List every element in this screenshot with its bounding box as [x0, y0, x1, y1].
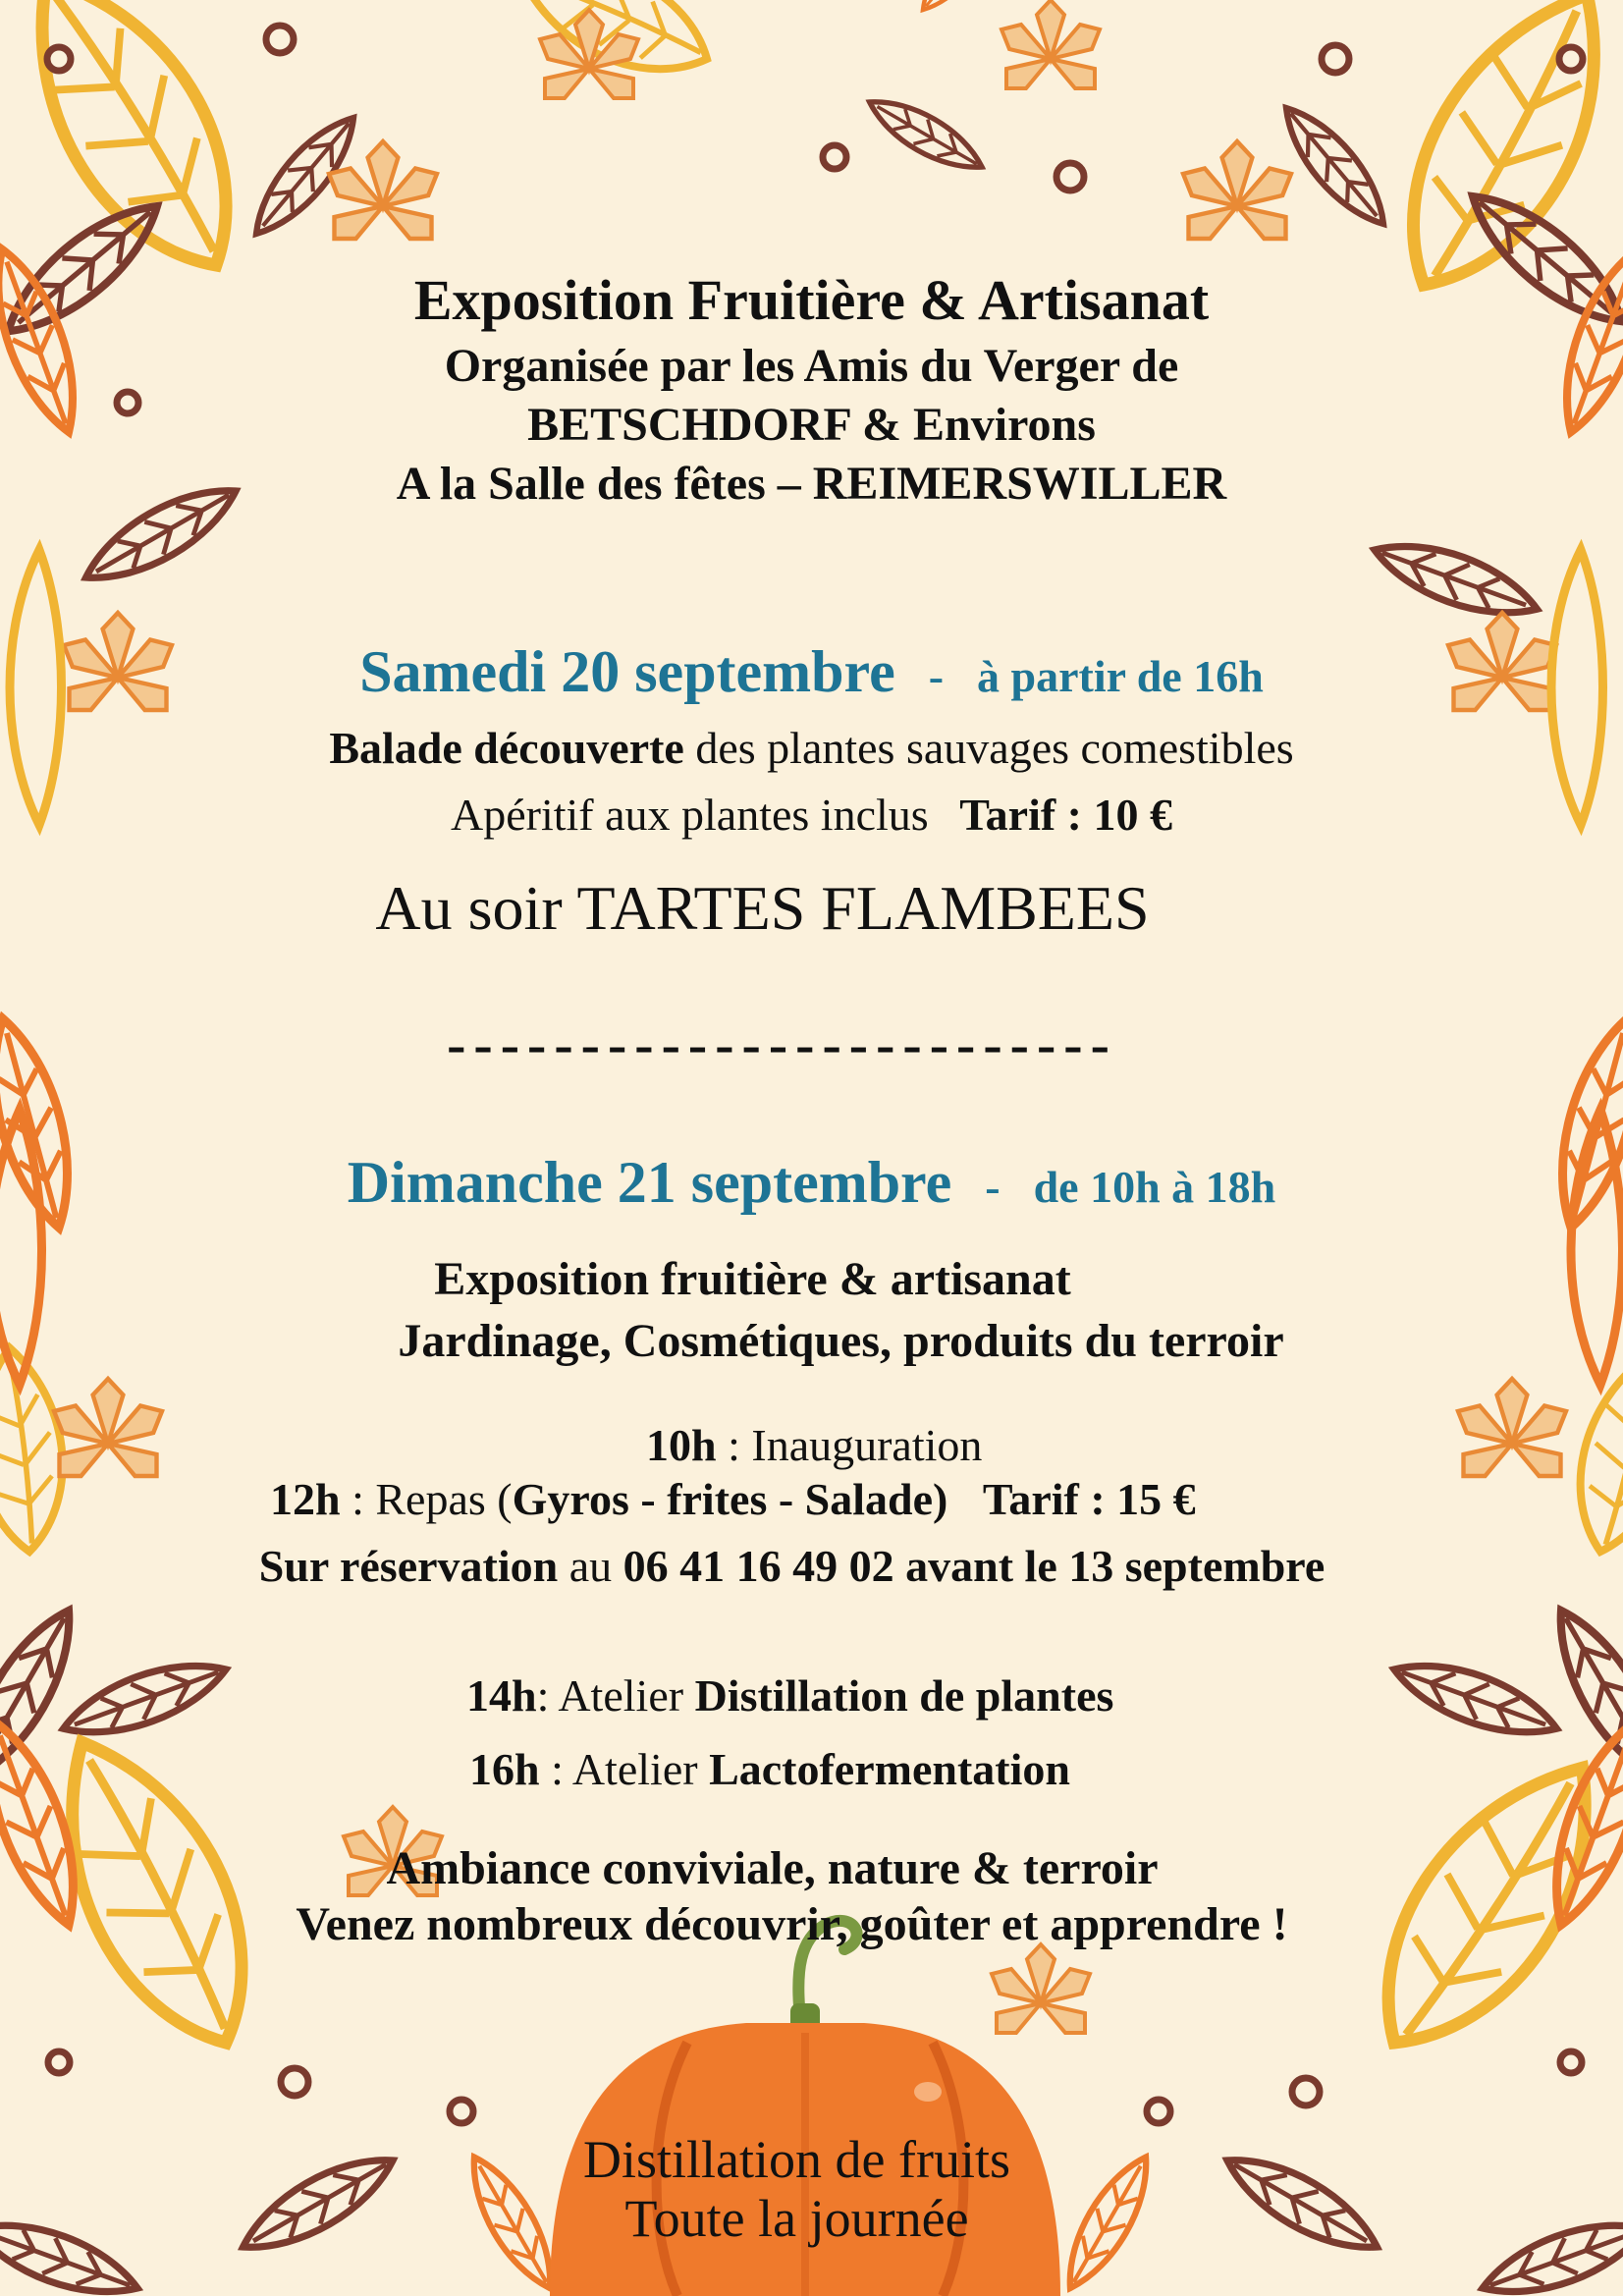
- meal-line: [270, 1473, 1196, 1525]
- meal-time: 12h: [270, 1474, 341, 1524]
- saturday-price: Tarif : 10 €: [959, 790, 1172, 840]
- pumpkin-line1: Distillation de fruits: [583, 2130, 1010, 2189]
- workshop1-name: Distillation de plantes: [694, 1670, 1114, 1721]
- sunday-topics: Jardinage, Cosmétiques, produits du terroir: [398, 1315, 1284, 1367]
- venue: A la Salle des fêtes – REIMERSWILLER: [396, 458, 1227, 510]
- workshop2-time: 16h: [469, 1744, 540, 1794]
- sunday-day: Dimanche 21 septembre: [347, 1150, 952, 1215]
- workshop2-line: [469, 1743, 1070, 1795]
- inauguration-text: : Inauguration: [716, 1420, 983, 1470]
- aperitif-line: [0, 789, 1623, 841]
- walk-text: des plantes sauvages comestibles: [683, 723, 1294, 773]
- invite-line: Venez nombreux découvrir, goûter et apprendre !: [296, 1898, 1288, 1950]
- workshop1-time: 14h: [466, 1670, 537, 1721]
- booking-line: [0, 1540, 1603, 1592]
- inauguration-line: [646, 1419, 982, 1471]
- meal-price: Tarif : 15 €: [982, 1474, 1196, 1524]
- section-divider: -------------------------: [447, 1012, 1117, 1076]
- walk-line: [0, 722, 1623, 774]
- saturday-time: à partir de 16h: [977, 651, 1264, 701]
- workshop1-line: [466, 1669, 1113, 1722]
- saturday-separator: -: [928, 651, 945, 701]
- event-title: Exposition Fruitière & Artisanat: [413, 268, 1210, 332]
- ambiance-line: Ambiance conviviale, nature & terroir: [386, 1842, 1159, 1894]
- saturday-day: Samedi 20 septembre: [359, 639, 895, 704]
- sunday-separator: -: [985, 1162, 1001, 1212]
- booking-label: Sur réservation: [258, 1541, 559, 1591]
- booking-phone: 06 41 16 49 02 avant le 13 septembre: [622, 1541, 1325, 1591]
- workshop2-text: : Atelier: [539, 1744, 710, 1794]
- booking-text: au: [558, 1541, 623, 1591]
- pumpkin-line2: Toute la journée: [624, 2189, 969, 2248]
- sunday-heading: [0, 1149, 1623, 1217]
- workshop2-name: Lactofermentation: [709, 1744, 1070, 1794]
- evening-line: Au soir TARTES FLAMBEES: [375, 873, 1150, 943]
- saturday-heading: [0, 638, 1623, 706]
- sunday-expo: Exposition fruitière & artisanat: [434, 1253, 1071, 1305]
- workshop1-text: : Atelier: [536, 1670, 695, 1721]
- organizer-name: BETSCHDORF & Environs: [527, 399, 1096, 451]
- sunday-time: de 10h à 18h: [1033, 1162, 1276, 1212]
- meal-text: : Repas (: [340, 1474, 513, 1524]
- inauguration-time: 10h: [646, 1420, 717, 1470]
- meal-items: Gyros - frites - Salade): [512, 1474, 948, 1524]
- organizer-line: Organisée par les Amis du Verger de: [444, 340, 1179, 392]
- walk-title: Balade découverte: [329, 723, 684, 773]
- aperitif-text: Apéritif aux plantes inclus: [450, 790, 929, 840]
